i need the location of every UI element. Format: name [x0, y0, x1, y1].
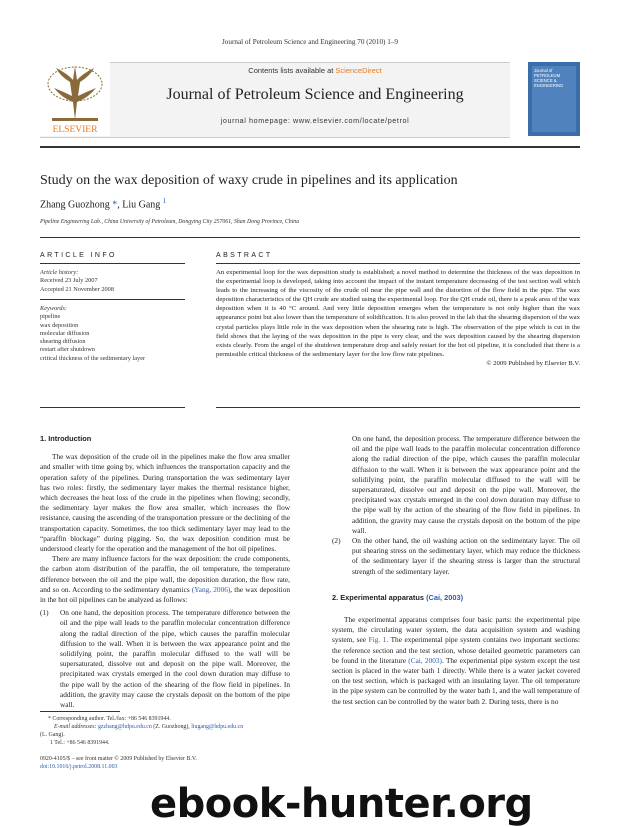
author-1: Zhang Guozhong	[40, 199, 110, 211]
email-link-zhang[interactable]: gzzhang@hdpu.edu.cn	[97, 724, 152, 730]
affiliation: Pipeline Engineering Lab., China University of Petroleum, Dongying City 257061, Shan Dong Province, China	[40, 219, 300, 225]
citation-cai-2003[interactable]: (Cai, 2003)	[426, 592, 464, 602]
abstract-text: An experimental loop for the wax deposition study is established; a novel method to determine the thickness of the wax deposition in the experimental loop is developed, taking into account the impact of the instant temperature decreasing of the test section wall which leads to the increasing of the viscosity of the crude oil near the pipe wall and the distortion of the flow field in the pipe. The wax deposition characteristics of the QH crude are studied using the experimental loop. For the QH crude oil, there is a peak area of the wax deposition when it is 40 °C around. And very little deposition emerges when the temperature is not only higher than the wax appearance point but also lower than the temperature of solidification. It is also proved in the lab that the shearing dispersion of the wax crystal particles plays little role in the wax deposition when the shearing rate is high. The observation of the pipe which is cut in the field shows that the laying of the wax deposition in the pipe is very clear, and the wax deposition caused by the shearing dispersion exists clearly. From the angel of the shutdown temperature drop and safely restart for the hot oil pipeline, it is concluded that there is a permissible critical thickness of the sedimentary layer for the low flow rate pipelines. © 2009 Published by Elsevier B.V.	[216, 269, 580, 367]
keyword: restart after shutdown	[40, 346, 95, 354]
keywords-block: Keywords: pipeline wax deposition molecular diffusion shearing diffusion restart after shutdown critical thickness of the sedimentary layer	[40, 305, 185, 363]
journal-homepage-link[interactable]: journal homepage: www.elsevier.com/locate/petrol	[220, 116, 410, 125]
abstract-heading: ABSTRACT	[216, 252, 273, 259]
issn-line: 0920-4105/$ – see front matter © 2009 Published by Elsevier B.V.	[40, 756, 197, 762]
running-header: Journal of Petroleum Science and Engineering 70 (2010) 1–9	[221, 38, 399, 46]
left-column	[40, 434, 290, 710]
copyright: © 2009 Published by Elsevier B.V.	[486, 359, 580, 367]
keyword: shearing diffusion	[40, 338, 86, 346]
article-info-heading: ARTICLE INFO	[40, 252, 117, 259]
elsevier-tree-icon	[40, 62, 110, 136]
keyword: pipeline	[40, 313, 61, 321]
abstract-rule	[216, 263, 580, 264]
citation-yang-2006[interactable]: (Yang, 2006)	[191, 584, 231, 594]
section-1-paragraph-2: There are many influence factors for the wax deposition: the crude components, the carbon atom distribution of the paraffin, the oil temperature, the temperature difference between the oil and the pipe wall, the deposition duration, the flow rate, and so on. According to the sedimentary dynamics (Yang, 2006), the wax deposition in the hot oil pipelines can be analyzed as follows:	[40, 554, 290, 605]
publisher-name: ELSEVIER	[52, 125, 98, 135]
doi-link[interactable]: doi:10.1016/j.petrol.2008.11.003	[40, 764, 118, 770]
sciencedirect-link[interactable]: ScienceDirect	[335, 66, 382, 75]
author-list: Zhang Guozhong *, Liu Gang $^1$	[40, 197, 167, 211]
journal-title: Journal of Petroleum Science and Engineering	[166, 86, 464, 103]
keyword: critical thickness of the sedimentary layer	[40, 354, 146, 362]
list-item-1: (1) On one hand, the deposition process. The temperature difference between the oil and the pipe wall leads to the paraffin molecular concentration difference along the radial direction of the pipe, which causes the paraffin molecular diffusion to the wall. When it is between the wax appearance point and the solidifying point, the paraffin molecular diffused to the wall will be supersaturated, dissolve out and deposit on the pipe wall. Moreover, the precipitated wax crystals emerged in the cool down duration may diffuse to the pipe wall by the action of the shearing of the flow field in pipelines. In addition, the gravity may cause the crystals deposit on the bottom of the pipe wall.	[40, 608, 290, 710]
footnotes: * Corresponding author. Tel./fax: +86 546 8391944. E-mail addresses: gzzhang@hdpu.edu.cn (Z. Guozhong), liugang@hdpu.edu.cn (L. Gang). 1 Tel.: +86 546 8391944. 0920-4105/$ – see front matter © 2009 Published by Elsevier B.V. doi:10.1016/j.petrol.2008.11.003	[40, 715, 290, 771]
right-column	[332, 434, 580, 707]
journal-cover-thumbnail	[528, 62, 580, 136]
section-1-heading: 1. Introduction	[40, 434, 92, 443]
keyword: molecular diffusion	[40, 329, 90, 337]
figure-1-link[interactable]: Fig. 1	[368, 635, 387, 645]
elsevier-logo	[40, 62, 110, 136]
author-2-footnote-mark[interactable]: 1	[162, 197, 167, 205]
email-link-liu[interactable]: liugang@hdpu.edu.cn	[191, 724, 244, 730]
list-item-1-continued: On one hand, the deposition process. The temperature difference between the oil and the pipe wall leads to the paraffin molecular concentration difference along the radial direction of the pipe, which causes the paraffin molecular diffusion to the wall. When it is between the wax appearance point and the solidifying point, the paraffin molecular diffused to the wall will be supersaturated, dissolve out and deposit on the pipe wall. Moreover, the precipitated wax crystals emerged in the cool down duration may diffuse to the pipe wall by the action of the shearing of the flow field in pipelines. In addition, the gravity may cause the crystals deposit on the bottom of the pipe wall.	[352, 434, 580, 535]
list-item-2: (2) On the other hand, the oil washing action on the sedimentary layer. The oil put shearing stress on the sedimentary layer, which may reduce the thickness of the sedimentary layer if the shearing stress is larger than the structural strength of the sedimentary layer.	[332, 536, 580, 576]
article-title: Study on the wax deposition of waxy crude in pipelines and its application	[40, 173, 458, 188]
title-rule	[40, 237, 580, 238]
info-rule	[40, 263, 185, 264]
keyword: wax deposition	[40, 321, 79, 329]
corresponding-author-mark[interactable]: *	[112, 199, 118, 211]
section-2-heading: 2. Experimental apparatus (Cai, 2003)	[332, 592, 464, 602]
abstract-bottom-rule	[216, 407, 580, 408]
section-1-paragraph-1: The wax deposition of the crude oil in the pipelines make the flow area smaller and smaller with time going by, which influences the transportation capacity and the operation safety of the pipelines. During transportation the wax sedimentary layer has two roles: firstly, the sedimentary layer makes the thermal resistance higher, which decreases the heat loss of the crude in the pipelines when flowing; secondly, the sedimentary layer makes the flow area smaller, which increases the flow resistance, causing the ascending of the transportation pressure or the declining of the transportation capacity. Sometimes, the too thick sedimentary layer may lead to the “paraffin blockage” during pigging. So, the wax deposition condition must be understood clearly for the operation and the management of the hot oil pipelines.	[40, 452, 290, 554]
section-2-paragraph-1: The experimental apparatus comprises four basic parts: the experimental pipe system, the circulating water system, the data acquisition system and washing system, see Fig. 1. The experimental pipe system contains two important sections: the reference section and the test section, whose detailed geometric parameters can be found in the literature (Cai, 2003). The experimental pipe system except the test section is placed in the water bath 1 directly. While there is a water jacket covered on the test section, which is packaged with an insulating layer. The oil temperature in the pipe system can be controlled by the water bath 1, and the wall temperature of the test section can be controlled by the water bath 2. During tests, there is no	[332, 615, 580, 706]
footnote-rule	[40, 711, 120, 712]
citation-cai-2003-inline[interactable]: (Cai, 2003)	[408, 655, 442, 665]
contents-line: Contents lists available at ScienceDirect	[248, 66, 382, 75]
watermark: ebook-hunter.org	[150, 781, 533, 827]
masthead-rule	[40, 146, 580, 148]
cover-title: Journal of PETROLEUM SCIENCE & ENGINEERING	[534, 68, 564, 88]
keywords-rule	[40, 299, 185, 300]
author-2: Liu Gang	[122, 199, 161, 211]
article-history: Article history: Received 23 July 2007 Accepted 21 November 2008	[40, 269, 114, 293]
info-bottom-rule	[40, 407, 185, 408]
